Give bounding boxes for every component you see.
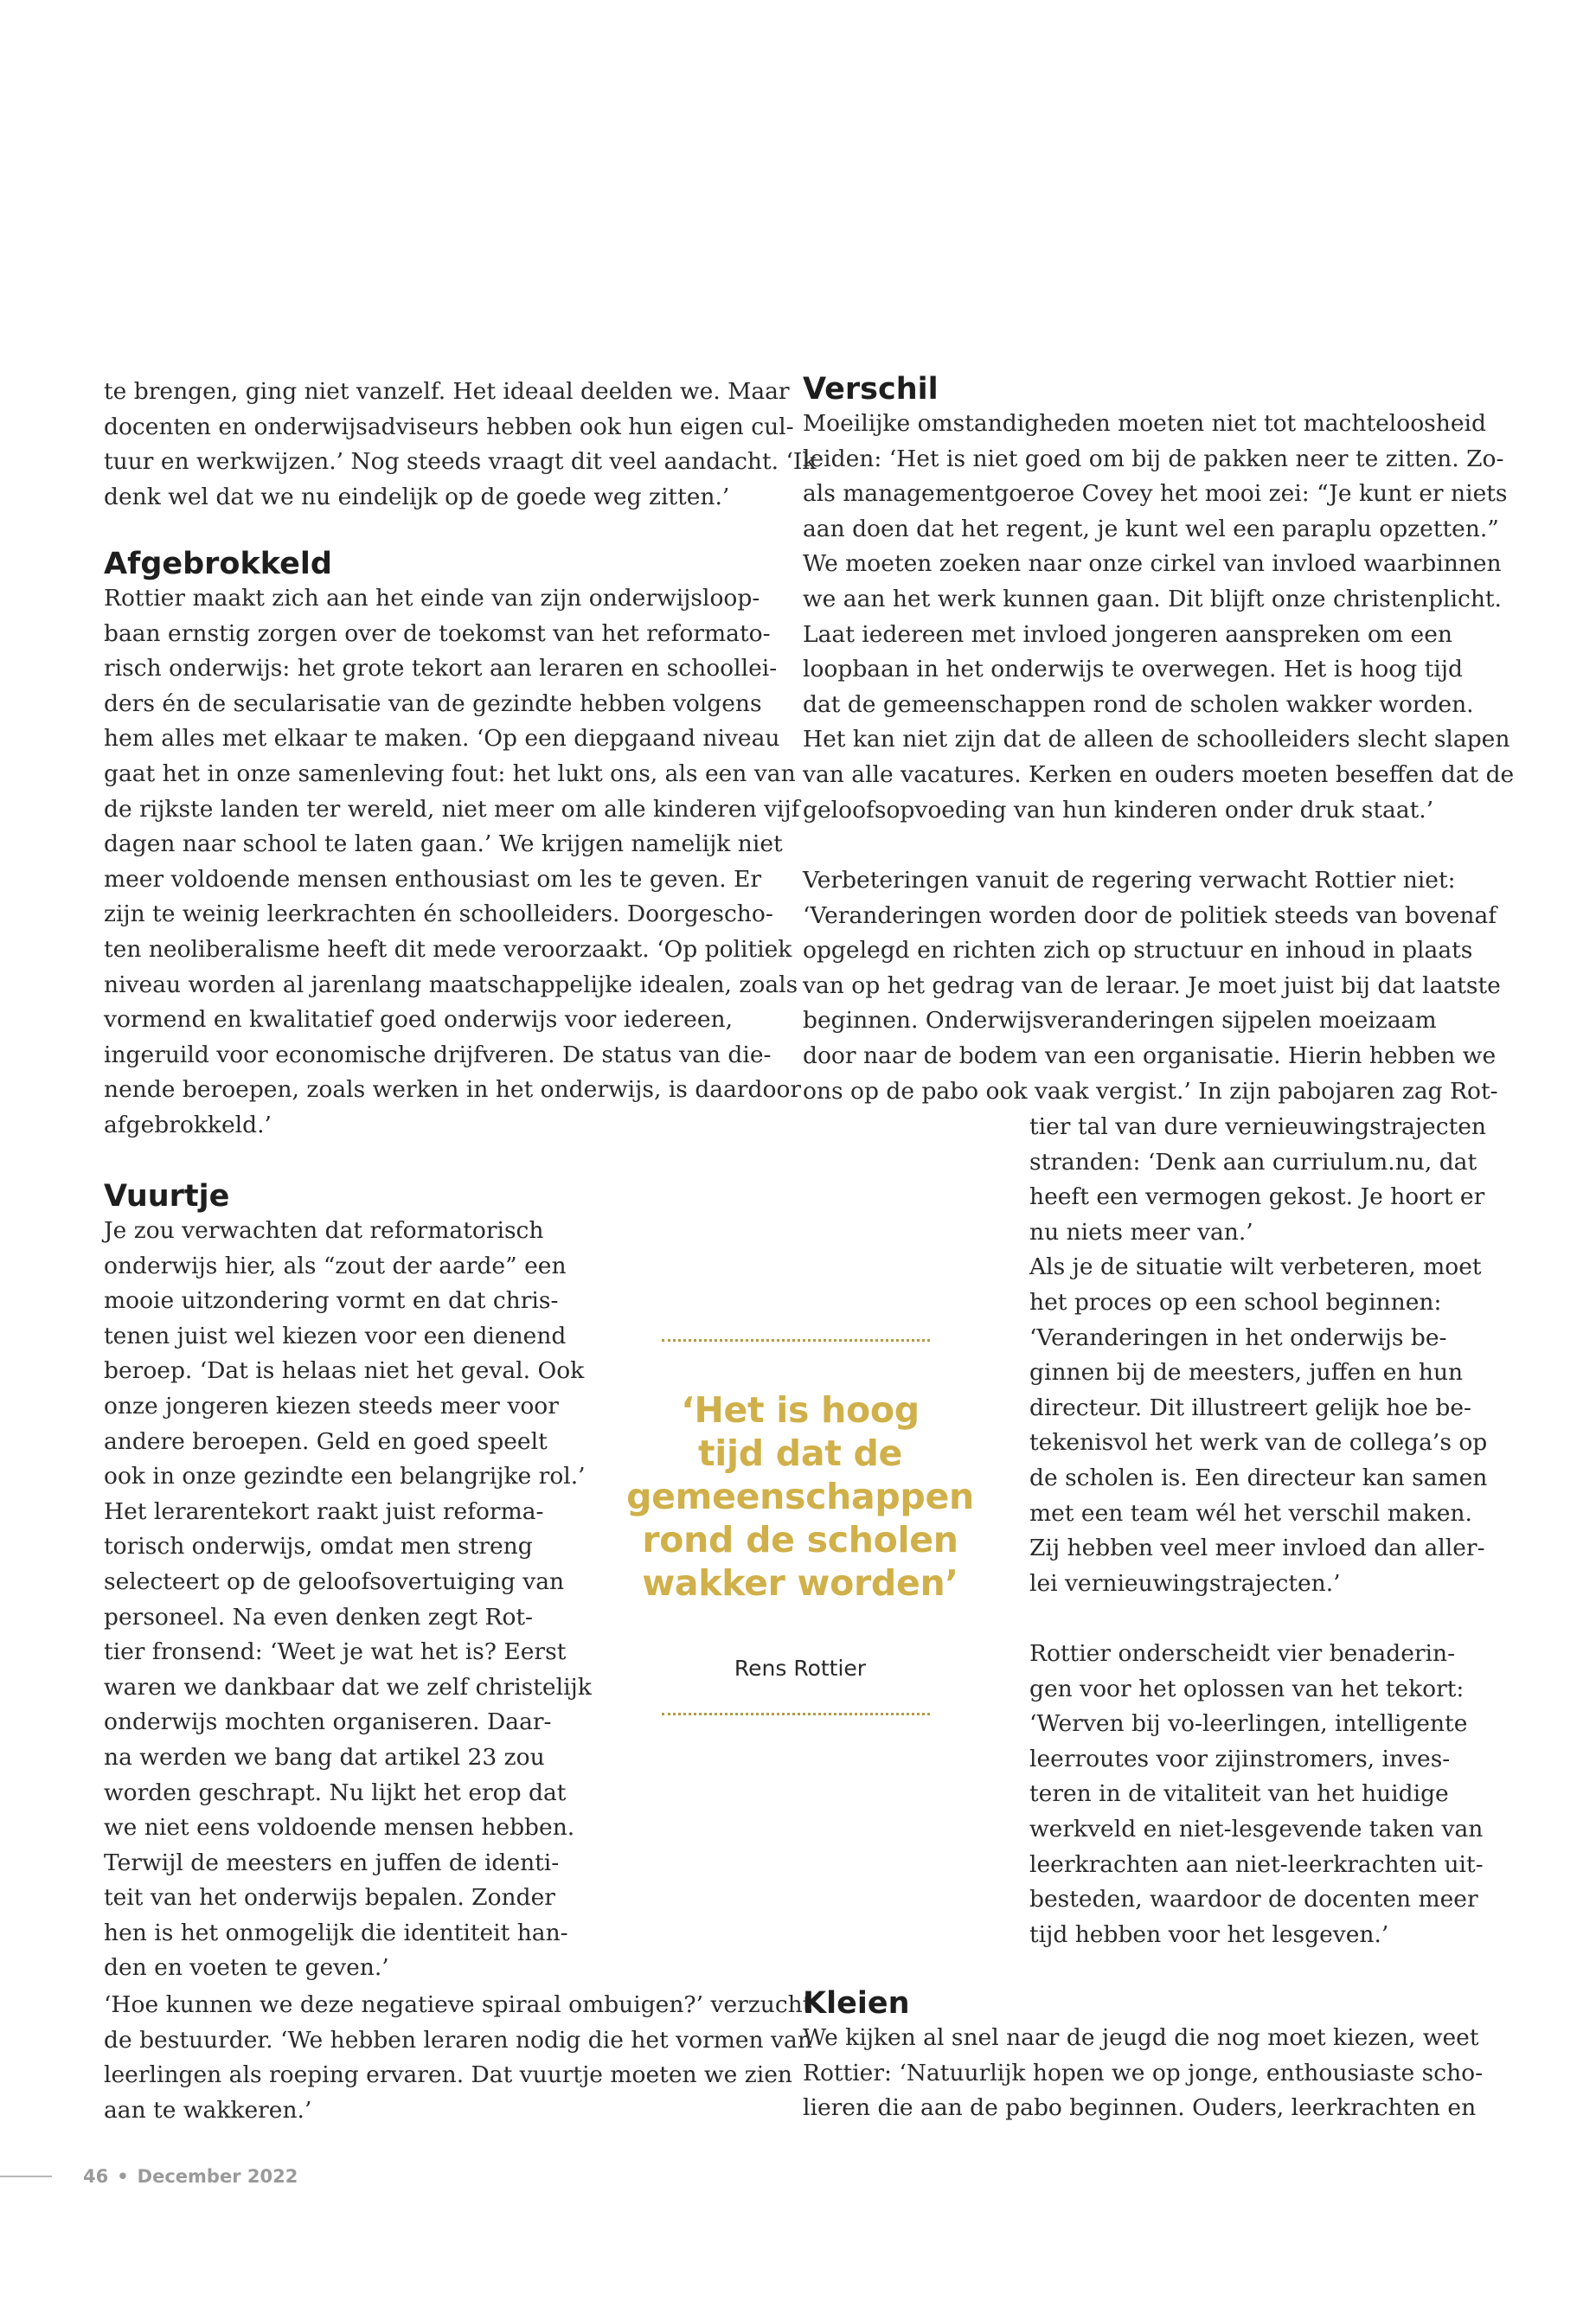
text-line: beroep. ‘Dat is helaas niet het geval. Ook: [104, 1357, 585, 1385]
text-line: leerroutes voor zijinstromers, inves-: [1029, 1745, 1451, 1772]
text-line: teren in de vitaliteit van het huidige: [1029, 1780, 1449, 1808]
text-line: Als je de situatie wilt verbeteren, moet: [1029, 1253, 1482, 1281]
text-line: ingeruild voor economische drijfveren. De status van die-: [104, 1041, 772, 1068]
paragraph-afgebrokkeld: [104, 581, 802, 1144]
text-line: mooie uitzondering vormt en dat chris-: [104, 1287, 559, 1315]
paragraph-verbeteringen: [803, 863, 1501, 1109]
pull-quote-attribution: Rens Rottier: [734, 1656, 867, 1681]
text-line: onderwijs hier, als “zout der aarde” een: [104, 1252, 567, 1279]
text-line: tekenisvol het werk van de collega’s op: [1029, 1429, 1488, 1457]
text-line: worden geschrapt. Nu lijkt het erop dat: [104, 1779, 567, 1806]
pull-quote: [610, 1388, 990, 1605]
text-line: we niet eens voldoende mensen hebben.: [104, 1814, 575, 1842]
heading-afgebrokkeld: Afgebrokkeld: [104, 547, 332, 581]
text-line: ‘Veranderingen worden door de politiek steeds van bovenaf: [803, 901, 1497, 929]
paragraph-vuurtje: [104, 1214, 592, 1986]
text-line: baan ernstig zorgen over de toekomst van het reformato-: [104, 619, 771, 647]
text-line: na werden we bang dat artikel 23 zou: [104, 1743, 545, 1771]
text-line: ons op de pabo ook vaak vergist.’ In zijn pabojaren zag Rot-: [803, 1077, 1498, 1105]
text-line: tier fronsend: ‘Weet je wat het is? Eerst: [104, 1638, 567, 1666]
paragraph-narrow-1: [1029, 1110, 1497, 1601]
text-line: nende beroepen, zoals werken in het onderwijs, is daardoor: [104, 1076, 802, 1104]
text-line: werkveld en niet-lesgevende taken van: [1029, 1815, 1484, 1843]
text-line: lieren die aan de pabo beginnen. Ouders, leerkrachten en: [803, 2094, 1477, 2122]
paragraph-narrow-2-wrap: [1029, 1637, 1497, 1952]
footer-rule: [0, 2176, 52, 2177]
text-line: beginnen. Onderwijsveranderingen sijpelen moeizaam: [803, 1007, 1437, 1035]
text-line: afgebrokkeld.’: [104, 1111, 272, 1138]
section-verschil: [803, 372, 1515, 828]
text-line: personeel. Na even denken zegt Rot-: [104, 1603, 533, 1631]
text-line: het proces op een school beginnen:: [1029, 1288, 1442, 1316]
section-kleien: [803, 1986, 1486, 2126]
text-line: Moeilijke omstandigheden moeten niet tot machteloosheid: [803, 410, 1486, 437]
text-line: lei vernieuwingstrajecten.’: [1029, 1569, 1341, 1597]
text-line: als managementgoeroe Covey het mooi zei: “Je kunt er niets: [803, 480, 1508, 508]
text-line: gaat het in onze samenleving fout: het lukt ons, als een van: [104, 760, 796, 787]
text-line: met een team wél het verschil maken.: [1029, 1499, 1472, 1527]
issue-date: December 2022: [137, 2166, 298, 2187]
paragraph-verbeteringen-wrap: [803, 863, 1501, 1109]
text-line: ders én de secularisatie van de gezindte hebben volgens: [104, 689, 762, 717]
text-line: Rottier onderscheidt vier benaderin-: [1029, 1640, 1456, 1667]
text-line: te brengen, ging niet vanzelf. Het ideaal deelden we. Maar: [104, 378, 790, 405]
paragraph-verschil: [803, 407, 1515, 828]
text-line: docenten en onderwijsadviseurs hebben ook hun eigen cul-: [104, 413, 794, 440]
pull-quote-top-divider: [662, 1339, 930, 1345]
text-line: leerlingen als roeping ervaren. Dat vuurtje moeten we zien: [104, 2061, 792, 2089]
section-afgebrokkeld: [104, 547, 802, 1144]
text-line: van alle vacatures. Kerken en ouders moeten beseffen dat de: [803, 760, 1515, 788]
text-line: niveau worden al jarenlang maatschappelijke idealen, zoals: [104, 971, 798, 998]
text-line: onze jongeren kiezen steeds meer voor: [104, 1392, 559, 1420]
text-line: onderwijs mochten organiseren. Daar-: [104, 1708, 552, 1736]
text-line: torisch onderwijs, omdat men streng: [104, 1533, 533, 1561]
text-line: Rottier maakt zich aan het einde van zijn onderwijsloop-: [104, 585, 760, 612]
text-line: den en voeten te geven.’: [104, 1954, 389, 1982]
text-line: hen is het onmogelijk die identiteit han-: [104, 1919, 568, 1946]
text-line: geloofsopvoeding van hun kinderen onder druk staat.’: [803, 796, 1434, 824]
page-number: 46: [83, 2166, 109, 2187]
text-line: tijd hebben voor het lesgeven.’: [1029, 1920, 1389, 1948]
text-line: andere beroepen. Geld en goed speelt: [104, 1427, 548, 1455]
pull-quote-bottom-divider: [662, 1713, 930, 1719]
text-line: vormend en kwalitatief goed onderwijs voor iedereen,: [104, 1006, 734, 1034]
heading-verschil: Verschil: [803, 372, 939, 407]
text-line: Zij hebben veel meer invloed dan aller-: [1029, 1535, 1485, 1562]
text-line: de scholen is. Een directeur kan samen: [1029, 1464, 1488, 1491]
page-footer: [0, 2163, 298, 2190]
text-line: dagen naar school te laten gaan.’ We krijgen namelijk niet: [104, 830, 783, 858]
text-line: Het kan niet zijn dat de alleen de schoolleiders slecht slapen: [803, 726, 1510, 753]
text-line: leerkrachten aan niet-leerkrachten uit-: [1029, 1850, 1484, 1878]
text-line: denk wel dat we nu eindelijk op de goede weg zitten.’: [104, 483, 730, 510]
text-line: ‘Het is hoog: [681, 1389, 920, 1431]
text-line: ‘Werven bij vo-leerlingen, intelligente: [1029, 1710, 1468, 1738]
text-line: de rijkste landen ter wereld, niet meer om alle kinderen vijf: [104, 795, 800, 823]
text-line: risch onderwijs: het grote tekort aan leraren en schoollei-: [104, 655, 778, 683]
text-line: teit van het onderwijs bepalen. Zonder: [104, 1884, 555, 1912]
heading-kleien: Kleien: [803, 1986, 910, 2021]
text-line: aan te wakkeren.’: [104, 2096, 312, 2124]
text-line: Het lerarentekort raakt juist reforma-: [104, 1497, 544, 1525]
paragraph-intro: [104, 375, 817, 515]
left-column: [104, 375, 817, 515]
paragraph-vuurtje-end: [104, 1988, 812, 2128]
text-line: loopbaan in het onderwijs te overwegen. Het is hoog tijd: [803, 656, 1463, 683]
text-line: Terwijl de meesters en juffen de identi-: [104, 1849, 560, 1876]
section-vuurtje: [104, 1179, 592, 1986]
text-line: Rottier: ‘Natuurlijk hopen we op jonge, enthousiaste scho-: [803, 2059, 1484, 2086]
text-line: ginnen bij de meesters, juffen en hun: [1029, 1359, 1464, 1387]
text-line: de bestuurder. ‘We hebben leraren nodig die het vormen van: [104, 2026, 812, 2054]
text-line: opgelegd en richten zich op structuur en inhoud in plaats: [803, 937, 1473, 965]
text-line: van op het gedrag van de leraar. Je moet juist bij dat laatste: [803, 971, 1501, 999]
text-line: meer voldoende mensen enthousiast om les te geven. Er: [104, 865, 762, 893]
text-line: tenen juist wel kiezen voor een dienend: [104, 1322, 567, 1349]
text-line: ‘Hoe kunnen we deze negatieve spiraal ombuigen?’ verzucht: [104, 1991, 812, 2018]
text-line: heeft een vermogen gekost. Je hoort er: [1029, 1183, 1485, 1211]
text-line: tijd dat de: [697, 1433, 903, 1474]
text-line: door naar de bodem van een organisatie. Hierin hebben we: [803, 1042, 1497, 1069]
text-line: Laat iedereen met invloed jongeren aanspreken om een: [803, 620, 1452, 648]
text-line: nu niets meer van.’: [1029, 1218, 1253, 1246]
text-line: tier tal van dure vernieuwingstrajecten: [1029, 1113, 1486, 1140]
text-line: waren we dankbaar dat we zelf christelijk: [104, 1673, 592, 1701]
text-line: Verbeteringen vanuit de regering verwacht Rottier niet:: [803, 867, 1456, 894]
paragraph-narrow-2: [1029, 1637, 1497, 1952]
text-line: leiden: ‘Het is niet goed om bij de pakken neer te zitten. Zo-: [803, 445, 1504, 472]
text-line: tuur en werkwijzen.’ Nog steeds vraagt dit veel aandacht. ‘Ik: [104, 448, 817, 476]
text-line: we aan het werk kunnen gaan. Dit blijft onze christenplicht.: [803, 585, 1502, 612]
text-line: gen voor het oplossen van het tekort:: [1029, 1675, 1465, 1702]
text-line: directeur. Dit illustreert gelijk hoe be-: [1029, 1394, 1471, 1421]
text-line: ook in onze gezindte een belangrijke rol.’: [104, 1463, 586, 1490]
text-line: hem alles met elkaar te maken. ‘Op een diepgaand niveau: [104, 725, 780, 753]
text-line: rond de scholen: [642, 1519, 958, 1561]
text-line: wakker worden’: [642, 1562, 958, 1604]
text-line: stranden: ‘Denk aan curriulum.nu, dat: [1029, 1148, 1477, 1176]
text-line: gemeenschappen: [626, 1476, 974, 1517]
text-line: dat de gemeenschappen rond de scholen wakker worden.: [803, 690, 1474, 718]
text-line: We moeten zoeken naar onze cirkel van invloed waarbinnen: [803, 550, 1502, 578]
text-line: We kijken al snel naar de jeugd die nog moet kiezen, weet: [803, 2024, 1479, 2051]
text-line: ten neoliberalisme heeft dit mede veroorzaakt. ‘Op politiek: [104, 935, 792, 963]
heading-vuurtje: Vuurtje: [104, 1179, 230, 1214]
text-line: ‘Veranderingen in het onderwijs be-: [1029, 1324, 1447, 1351]
text-line: aan doen dat het regent, je kunt wel een paraplu opzetten.”: [803, 515, 1499, 542]
footer-separator: •: [117, 2166, 129, 2187]
paragraph-vuurtje-end-wrap: [104, 1988, 812, 2128]
paragraph-narrow-1-wrap: [1029, 1110, 1497, 1601]
paragraph-kleien: [803, 2021, 1486, 2126]
text-line: selecteert op de geloofsovertuiging van: [104, 1567, 565, 1595]
text-line: zijn te weinig leerkrachten én schoolleiders. Doorgescho-: [104, 901, 773, 928]
text-line: Je zou verwachten dat reformatorisch: [104, 1217, 544, 1244]
text-line: besteden, waardoor de docenten meer: [1029, 1886, 1478, 1913]
